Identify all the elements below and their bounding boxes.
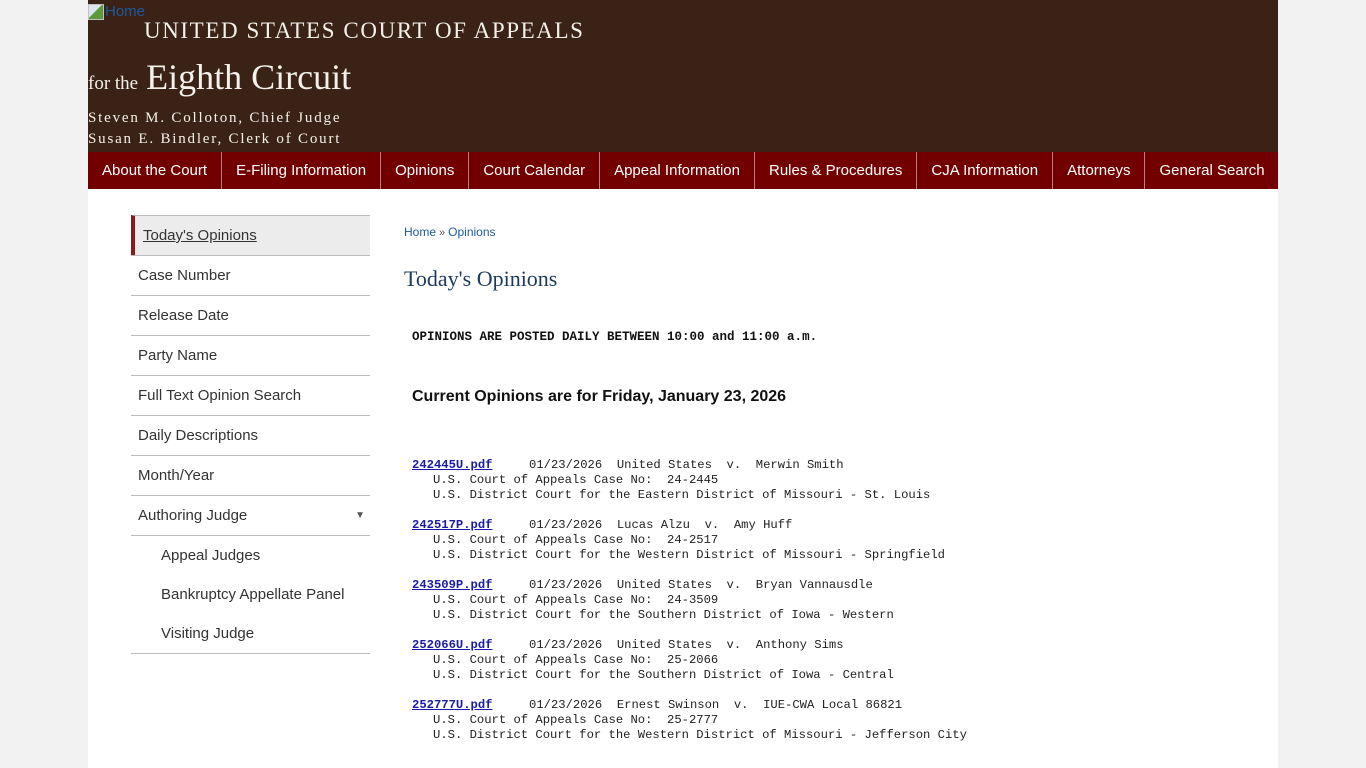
sidebar-item-label: Release Date [138,307,229,324]
breadcrumb [404,222,1244,242]
opinion-pdf-link[interactable]: 252777U.pdf [412,698,493,712]
circuit-name: Eighth Circuit [146,57,352,97]
sidebar-subitem-label: Visiting Judge [161,625,255,642]
sidebar-item-authoring-judge[interactable] [131,495,370,535]
opinion-date: 01/23/2026 [529,698,603,712]
appeals-case-number: U.S. Court of Appeals Case No: 25-2066 [433,653,719,667]
opinion-date: 01/23/2026 [529,638,603,652]
district-court: U.S. District Court for the Western District of Missouri - Springfield [433,548,945,562]
authoring-judge-submenu [131,535,370,653]
court-name-line: UNITED STATES COURT OF APPEALS [144,18,585,43]
opinion-caption: United States v. Anthony Sims [616,638,844,652]
circuit-name-line [88,56,351,98]
opinion-entry [412,518,967,578]
district-court: U.S. District Court for the Western District of Missouri - Jefferson City [433,728,967,742]
nav-appeal-information[interactable]: Appeal Information [600,152,755,189]
breadcrumb-home[interactable]: Home [404,225,437,239]
sidebar-divider [131,653,370,654]
opinion-caption: Ernest Swinson v. IUE-CWA Local 86821 [616,698,903,712]
sidebar-subitem-label: Bankruptcy Appellate Panel [161,586,345,603]
opinion-date: 01/23/2026 [529,518,603,532]
sidebar-item-daily-descriptions[interactable] [131,415,370,455]
main-nav [88,152,1278,189]
clerk-of-court: Susan E. Bindler, Clerk of Court [88,131,342,147]
district-court: U.S. District Court for the Southern District of Iowa - Western [433,608,894,622]
sidebar-item-label: Month/Year [138,467,215,484]
nav-attorneys[interactable]: Attorneys [1053,152,1145,189]
for-the-text: for the [88,73,139,94]
breadcrumb-separator: » [439,227,446,239]
sidebar-item-month-year[interactable] [131,455,370,495]
nav-court-calendar[interactable]: Court Calendar [469,152,600,189]
appeals-case-number: U.S. Court of Appeals Case No: 24-2445 [433,473,719,487]
opinion-entry [412,698,967,758]
home-logo-link[interactable] [88,3,145,20]
opinion-entry [412,638,967,698]
opinion-entry [412,578,967,638]
sidebar-subitem-appeal-judges[interactable] [131,536,370,575]
sidebar-item-case-number[interactable] [131,255,370,295]
breadcrumb-opinions[interactable]: Opinions [448,225,496,239]
sidebar-item-party-name[interactable] [131,335,370,375]
page-container [88,0,1278,768]
page-title: Today's Opinions [404,266,558,291]
current-opinions-heading: Current Opinions are for Friday, January 23, 2026 [412,388,787,405]
appeals-case-number: U.S. Court of Appeals Case No: 24-2517 [433,533,719,547]
opinion-pdf-link[interactable]: 252066U.pdf [412,638,493,652]
sidebar-item-full-text-search[interactable] [131,375,370,415]
sidebar-item-label: Full Text Opinion Search [138,387,302,404]
district-court: U.S. District Court for the Southern District of Iowa - Central [433,668,894,682]
site-header [88,0,1278,152]
sidebar-item-label: Daily Descriptions [138,427,259,444]
opinion-date: 01/23/2026 [529,458,603,472]
opinion-entry [412,458,967,518]
sidebar-item-label: Case Number [138,267,231,284]
broken-image-icon [88,4,104,20]
opinion-caption: Lucas Alzu v. Amy Huff [616,518,793,532]
nav-e-filing-information[interactable]: E-Filing Information [222,152,381,189]
opinion-caption: United States v. Merwin Smith [616,458,844,472]
appeals-case-number: U.S. Court of Appeals Case No: 24-3509 [433,593,719,607]
opinions-list [412,458,967,758]
sidebar-item-label: Authoring Judge [138,507,248,524]
sidebar-subitem-visiting-judge[interactable] [131,614,370,653]
appeals-case-number: U.S. Court of Appeals Case No: 25-2777 [433,713,719,727]
main-content [404,222,1244,742]
opinion-pdf-link[interactable]: 242517P.pdf [412,518,493,532]
sidebar-item-label: Today's Opinions [143,227,257,244]
sidebar-subitem-bankruptcy-appellate-panel[interactable] [131,575,370,614]
opinion-date: 01/23/2026 [529,578,603,592]
home-alt-text: Home [105,3,146,20]
opinion-pdf-link[interactable]: 242445U.pdf [412,458,493,472]
caret-down-icon[interactable]: ▼ [355,510,365,521]
sidebar-subitem-label: Appeal Judges [161,547,261,564]
nav-rules-procedures[interactable]: Rules & Procedures [755,152,917,189]
sidebar-item-todays-opinions[interactable] [131,215,370,255]
nav-general-search[interactable]: General Search [1159,162,1265,179]
chief-judge: Steven M. Colloton, Chief Judge [88,110,342,126]
nav-about-the-court[interactable]: About the Court [88,152,222,189]
nav-opinions[interactable]: Opinions [381,152,469,189]
sidebar-item-label: Party Name [138,347,218,364]
sidebar [131,215,370,654]
opinion-pdf-link[interactable]: 243509P.pdf [412,578,493,592]
sidebar-item-release-date[interactable] [131,295,370,335]
nav-cja-information[interactable]: CJA Information [917,152,1053,189]
opinion-caption: United States v. Bryan Vannausdle [616,578,873,592]
posting-notice: OPINIONS ARE POSTED DAILY BETWEEN 10:00 and 11:00 a.m. [412,330,818,344]
district-court: U.S. District Court for the Eastern District of Missouri - St. Louis [433,488,931,502]
